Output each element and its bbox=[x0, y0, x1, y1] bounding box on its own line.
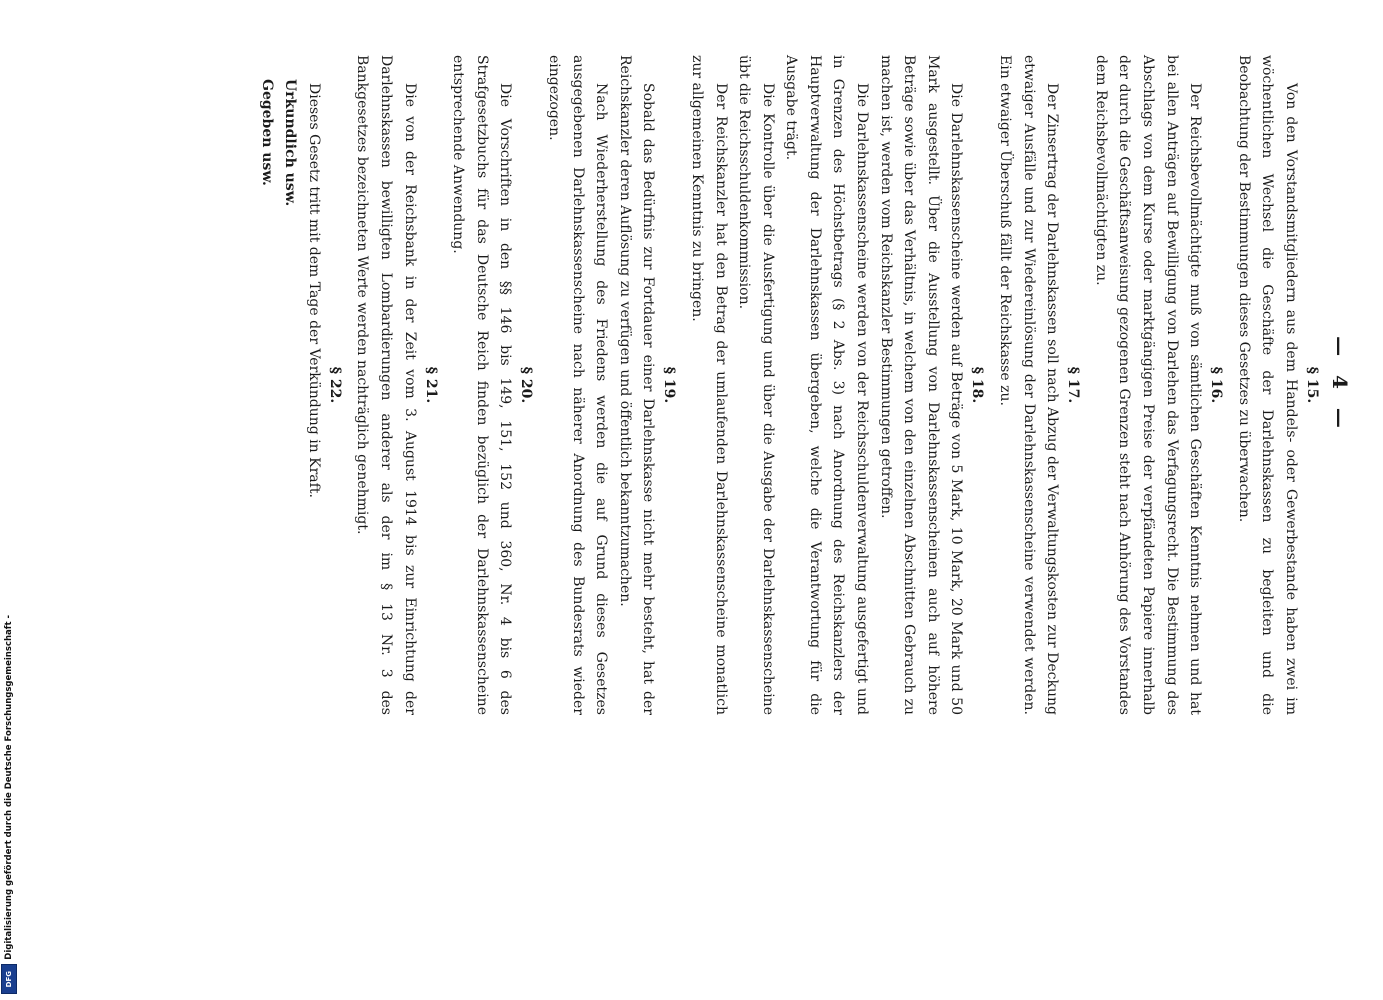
paragraph: Die Vorschriften in den §§ 146 bis 149, 151, 152 und 360, Nr. 4 bis 6 des Strafgesetzbuchs für das Deutsche Reich finden bezüglich der Darlehnskassenscheine entsprechende Anwendung. bbox=[450, 55, 514, 715]
digitization-note: Digitalisierung gefördert durch die Deutsche Forschungsgemeinschaft - bbox=[4, 615, 14, 960]
section-heading: § 15. bbox=[1304, 366, 1320, 404]
section-18 bbox=[684, 55, 986, 715]
paragraph: Dieses Gesetz tritt mit dem Tage der Verkündung in Kraft. bbox=[305, 83, 322, 498]
paragraph: Sobald das Bedürfnis zur Fortdauer einer Darlehnskasse nicht mehr besteht, hat der Reichskanzler deren Auflösung zu verfügen und öffentlich bekanntzumachen. bbox=[616, 55, 657, 715]
section-21 bbox=[350, 55, 440, 715]
paragraph: Der Reichsbevollmächtigte muß von sämtlichen Geschäften Kenntnis nehmen und hat bei allen Anträgen auf Bewilligung von Darlehen das Verfagungsrecht. Die Bestimmung des Abschlags von dem Kurse oder marktgängigen Preise der verpfändeten Papiere innerhalb der durch die Geschäftsanweisung gezogenen Grenzen steht nach Anhörung des Vorstandes dem Reichsbevollmächtigten zu. bbox=[1092, 55, 1204, 715]
section-heading: § 17. bbox=[1065, 366, 1082, 404]
page-number: — 4 — bbox=[1328, 336, 1352, 434]
digitization-sidebar bbox=[0, 600, 18, 1000]
section-heading: § 20. bbox=[518, 366, 535, 404]
section-heading: § 16. bbox=[1208, 366, 1225, 404]
closing-block bbox=[254, 55, 301, 715]
dfg-logo-icon: DFG bbox=[1, 964, 17, 994]
section-19 bbox=[541, 55, 678, 715]
paragraph: Der Zinsertrag der Darlehnskassen soll nach Abzug der Verwaltungskosten zur Deckung etwaiger Ausfälle und zur Wiedereinlösung der Darlehnskassenscheine verwendet werden. Ein etwaiger Überschuß fällt der Reichskasse zu. bbox=[997, 55, 1061, 715]
paragraph: Die von der Reichsbank in der Zeit vom 3. August 1914 bis zur Einrichtung der Darlehnskassen bewilligten Lombardierungen anderer als der im § 13 Nr. 3 des Bankgesetzes bezeichneten Werte werden nachträglich genehmigt. bbox=[354, 55, 418, 715]
paragraph: Die Darlehnskassenscheine werden von der Reichsschuldenverwaltung ausgefertigt und in Grenzen des Höchstbetrags (§ 2 Abs. 3) nach Anordnung des Reichskanzlers der Hauptverwaltung der Darlehnskassen übergeben, welche die Verantwortung für die Ausgabe trägt. bbox=[783, 55, 871, 715]
paragraph: Der Reichskanzler hat den Betrag der umlaufenden Darlehnskassenscheine monatlich zur allgemeinen Kenntnis zu bringen. bbox=[688, 55, 729, 715]
paragraph: Die Kontrolle über die Ausfertigung und über die Ausgabe der Darlehnskassenscheine übt die Reichsschuldenkommission. bbox=[736, 55, 776, 715]
section-heading: § 21. bbox=[422, 366, 439, 404]
section-20 bbox=[446, 55, 536, 715]
closing-line: Urkundlich usw. bbox=[282, 79, 299, 207]
section-heading: § 22. bbox=[326, 366, 343, 404]
section-17 bbox=[992, 55, 1082, 715]
section-15 bbox=[1231, 55, 1321, 715]
section-22 bbox=[301, 55, 344, 715]
document-body bbox=[254, 55, 1353, 715]
section-heading: § 19. bbox=[661, 366, 678, 404]
paragraph: Die Darlehnskassenscheine werden auf Beträge von 5 Mark, 10 Mark, 20 Mark und 50 Mark ausgestellt. Über die Ausstellung von Darlehnskassenscheinen auch auf höhere Beträge sowie über das Verhältnis, in welchem von den einzelnen Abschnitten Gebrauch zu machen ist, werden vom Reichskanzler Bestimmungen getroffen. bbox=[877, 55, 965, 715]
paragraph: Nach Wiederherstellung des Friedens werden die auf Grund dieses Gesetzes ausgegebenen Darlehnskassenscheine nach näherer Anordnung des Bundesrats wieder eingezogen. bbox=[545, 55, 610, 715]
section-16 bbox=[1088, 55, 1225, 715]
paragraph: Von den Vorstandsmitgliedern aus dem Handels- oder Gewerbestande haben zwei im wöchentlichen Wechsel die Geschäfte der Darlehnskassen zu begleiten und die Beobachtung der Bestimmungen dieses Gesetzes zu überwachen. bbox=[1235, 55, 1299, 715]
closing-line: Gegeben usw. bbox=[258, 79, 275, 186]
section-heading: § 18. bbox=[969, 366, 986, 404]
